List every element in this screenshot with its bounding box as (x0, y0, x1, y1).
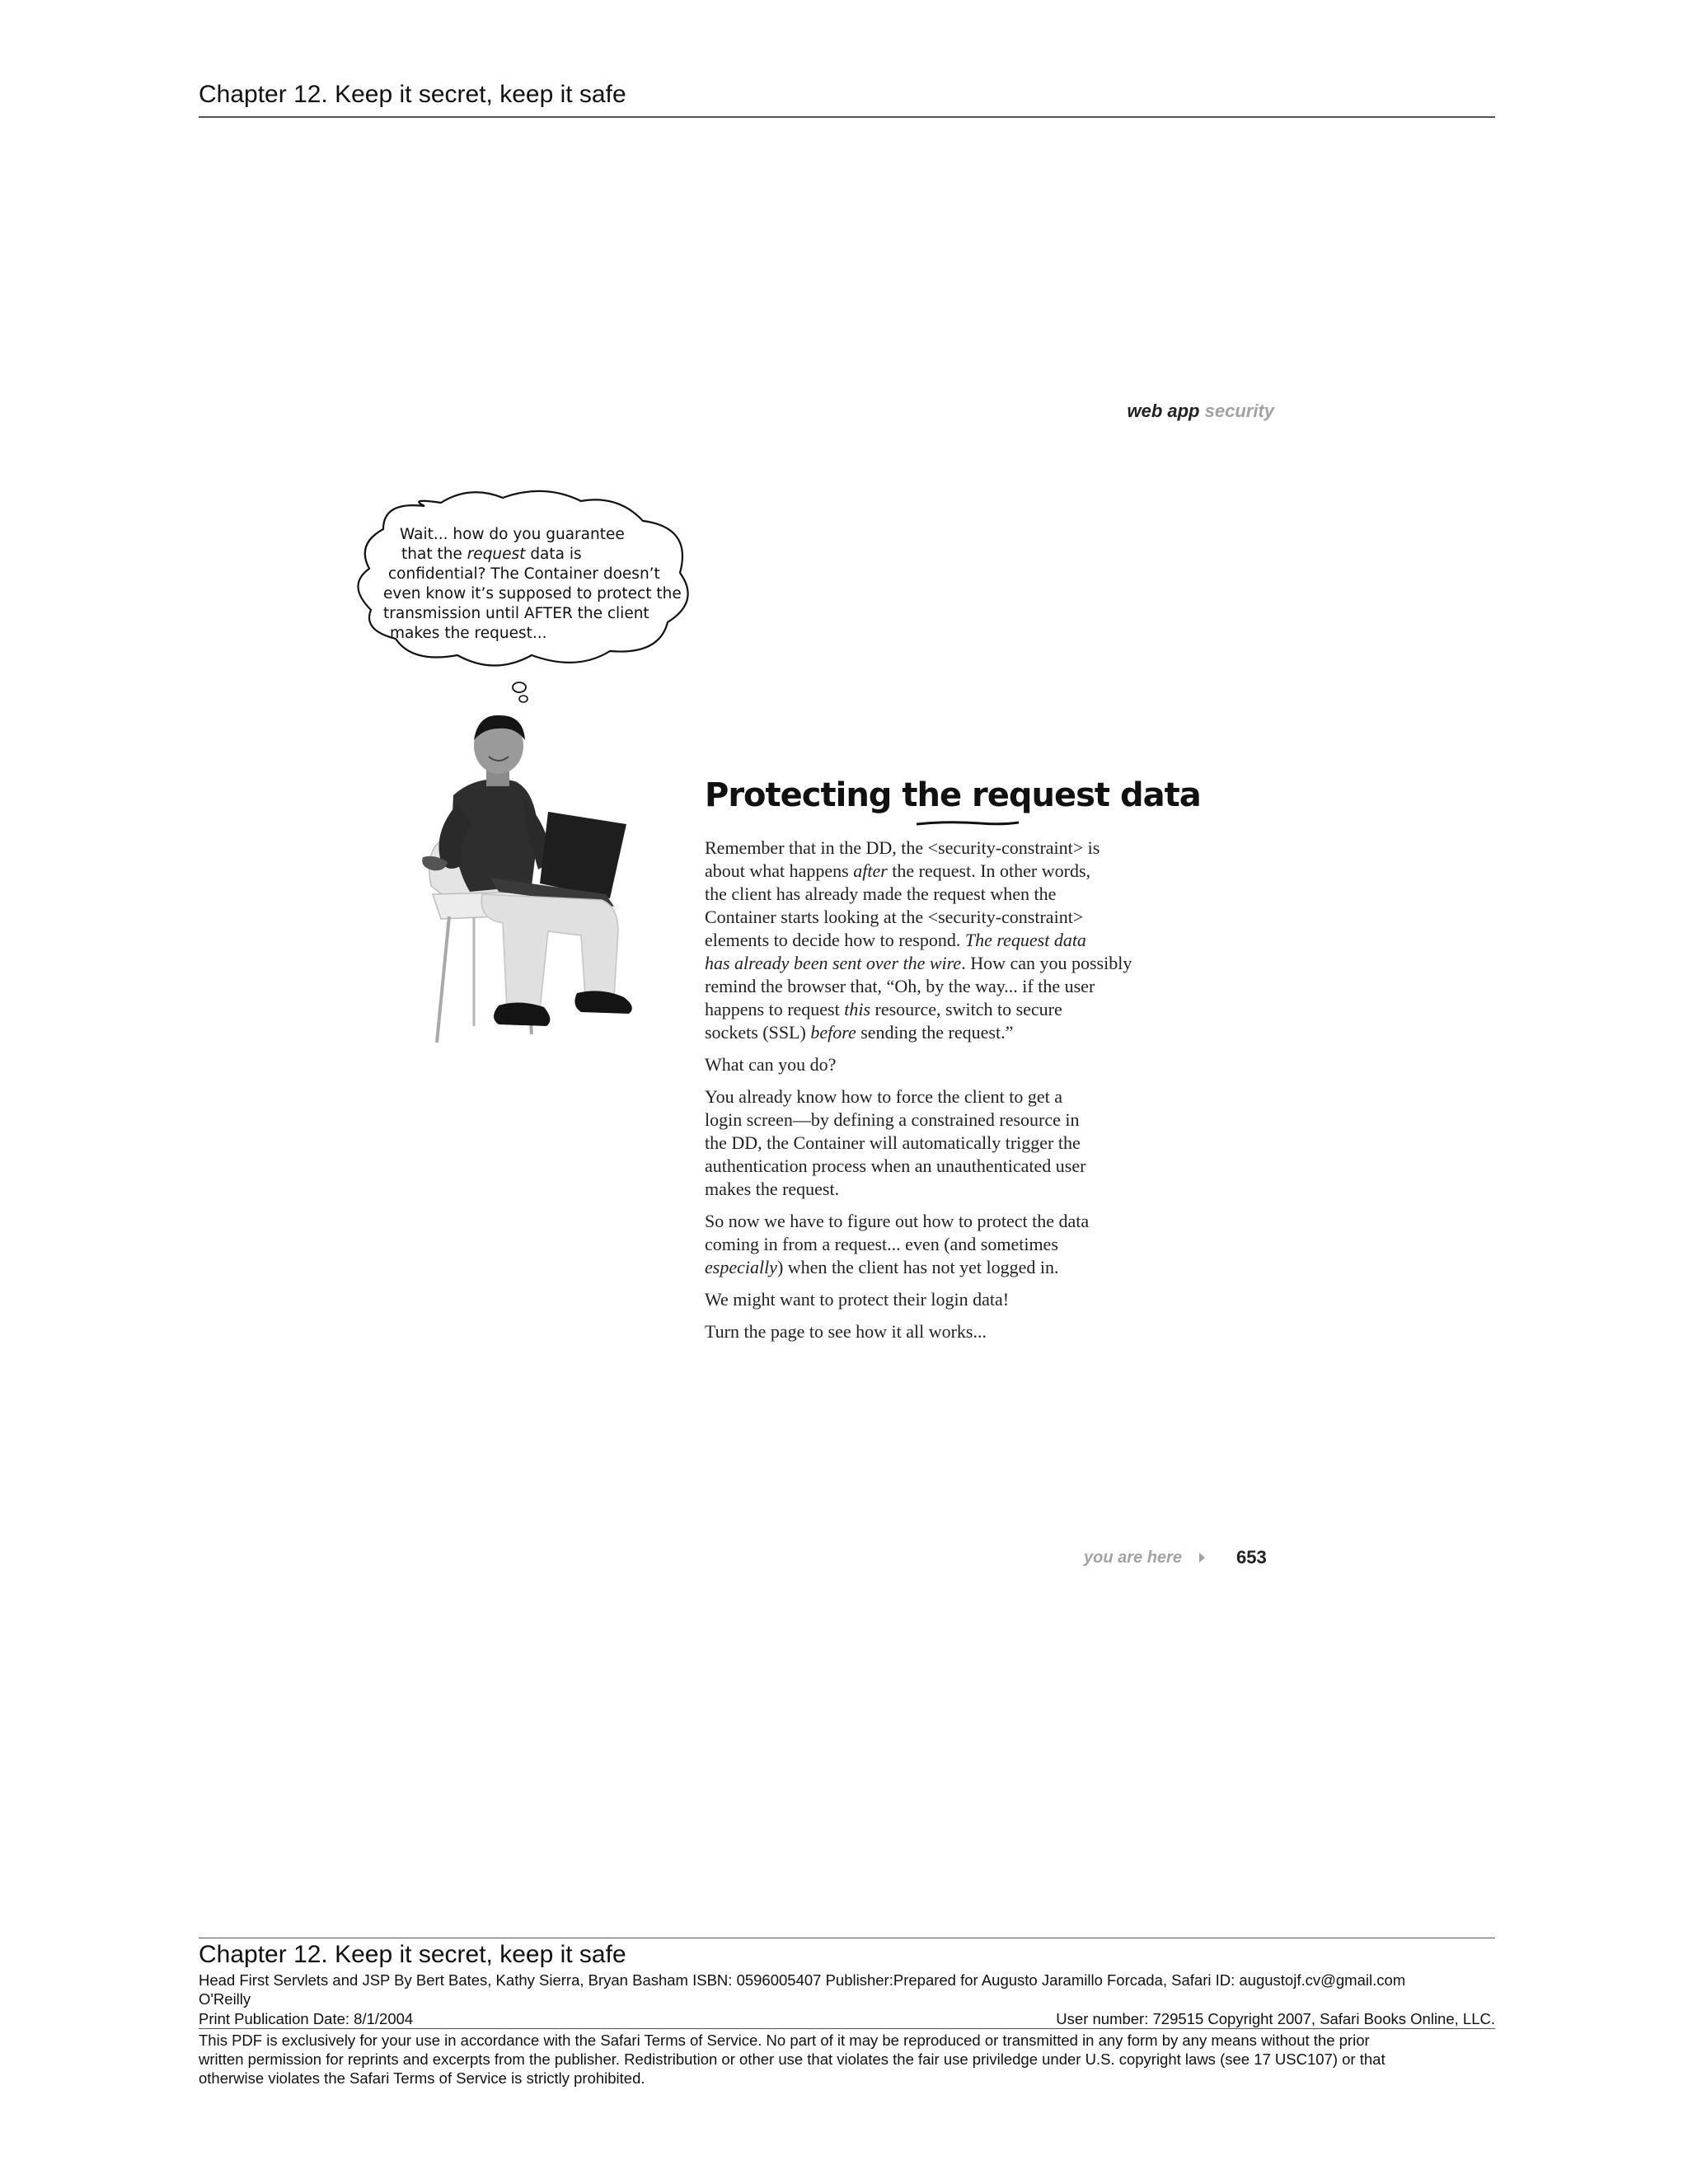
arrow-right-icon (1199, 1553, 1205, 1563)
p1-line-4: Container starts looking at the <security-constraint> (705, 907, 1084, 927)
p1-text: sockets (SSL) (705, 1022, 811, 1043)
p3-line-1: You already know how to force the client to get a (705, 1086, 1062, 1107)
page-heading (705, 776, 1201, 814)
p1-italic: has already been sent over the wire (705, 953, 962, 973)
p4-line-1: So now we have to figure out how to protect the data (705, 1211, 1090, 1231)
paragraph-3 (705, 1085, 1166, 1201)
p4-line-3 (705, 1256, 1166, 1279)
bubble-line-5: transmission until AFTER the client (383, 605, 649, 622)
p1-text: . How can you possibly (961, 953, 1132, 973)
footer-user-copyright: User number: 729515 Copyright 2007, Safari Books Online, LLC. (1056, 2010, 1495, 2027)
p3-line-2: login screen—by defining a constrained resource in (705, 1109, 1080, 1130)
footer-book-info: Head First Servlets and JSP By Bert Bates, Kathy Sierra, Bryan Basham ISBN: 0596005407 Publisher:Prepared for Augusto Jaramillo Forcada, Safari ID: augustojf.cv@gmail.com (199, 1971, 1406, 1989)
p1-line-2 (705, 860, 1166, 883)
p1-text: about what happens (705, 860, 854, 881)
footer-notice (199, 2031, 1495, 2088)
footer-print-date: Print Publication Date: 8/1/2004 (199, 2010, 414, 2027)
heading-underline (915, 819, 1020, 827)
p4-line-2: coming in from a request... even (and sometimes (705, 1234, 1058, 1254)
header-rule (199, 116, 1495, 118)
bubble-line-3: confidential? The Container doesn’t (388, 565, 660, 583)
footer-notice-line-1: This PDF is exclusively for your use in accordance with the Safari Terms of Service. No part of it may be reproduced or transmitted in any form by any means without the prior (199, 2032, 1370, 2049)
p1-line-8 (705, 998, 1166, 1021)
section-label-part1: web app (1127, 401, 1200, 421)
p1-italic: after (853, 860, 888, 881)
bubble-line-1: Wait... how do you guarantee (400, 526, 625, 543)
p1-text: elements to decide how to respond. (705, 930, 965, 950)
paragraph-5: We might want to protect their login data! (705, 1289, 1010, 1310)
p3-line-3: the DD, the Container will automatically trigger the (705, 1132, 1081, 1153)
footer-notice-line-2: written permission for reprints and excerpts from the publisher. Redistribution or other use that violates the fair use priviledge under U.S. copyright laws (see 17 USC107) or that (199, 2050, 1386, 2068)
bubble-line-2-b: data is (525, 546, 582, 563)
person-with-laptop-illustration (408, 709, 680, 1055)
p3-line-5: makes the request. (705, 1179, 840, 1199)
p1-italic: The request data (964, 930, 1086, 950)
p1-line-5 (705, 929, 1166, 952)
p1-text: sending the request.” (856, 1022, 1014, 1043)
page-number: 653 (1236, 1547, 1267, 1568)
p1-line-6 (705, 952, 1166, 975)
heading-after: data (1109, 776, 1201, 814)
p1-line-1: Remember that in the DD, the <security-constraint> is (705, 837, 1100, 858)
bubble-emphasis: request (467, 546, 526, 563)
p1-text: resource, switch to secure (870, 999, 1062, 1019)
you-are-here-label: you are here (1084, 1549, 1182, 1567)
bubble-line-2 (383, 545, 701, 565)
bubble-line-6: makes the request... (390, 625, 547, 642)
footer-chapter-title: Chapter 12. Keep it secret, keep it safe (199, 1941, 626, 1968)
p1-line-7: remind the browser that, “Oh, by the way... if the user (705, 976, 1095, 996)
paragraph-1 (705, 837, 1166, 1044)
heading-emphasis: request (972, 776, 1110, 814)
p1-line-3: the client has already made the request when the (705, 883, 1057, 904)
p1-italic: this (844, 999, 871, 1019)
p1-italic: before (810, 1022, 856, 1043)
bubble-line-4: even know it’s supposed to protect the (383, 585, 682, 602)
footer-rule-mid (199, 2028, 1495, 2029)
bubble-line-2-a: that the (401, 546, 467, 563)
thought-bubble-text (383, 525, 701, 644)
p1-text: happens to request (705, 999, 845, 1019)
paragraph-4 (705, 1210, 1166, 1279)
paragraph-2: What can you do? (705, 1054, 837, 1075)
section-label-part2: security (1204, 401, 1274, 421)
p4-text: ) when the client has not yet logged in. (776, 1257, 1059, 1277)
paragraph-6: Turn the page to see how it all works... (705, 1321, 987, 1342)
heading-before: Protecting the (705, 776, 973, 814)
body-text (705, 837, 1166, 1352)
footer-publisher: O'Reilly (199, 1990, 251, 2008)
p1-text: the request. In other words, (887, 860, 1091, 881)
p1-line-9 (705, 1021, 1166, 1044)
chapter-header: Chapter 12. Keep it secret, keep it safe (199, 81, 626, 108)
p4-italic: especially (705, 1257, 777, 1277)
p3-line-4: authentication process when an unauthenticated user (705, 1155, 1086, 1176)
section-label (907, 401, 1274, 422)
footer-notice-line-3: otherwise violates the Safari Terms of Service is strictly prohibited. (199, 2069, 645, 2087)
